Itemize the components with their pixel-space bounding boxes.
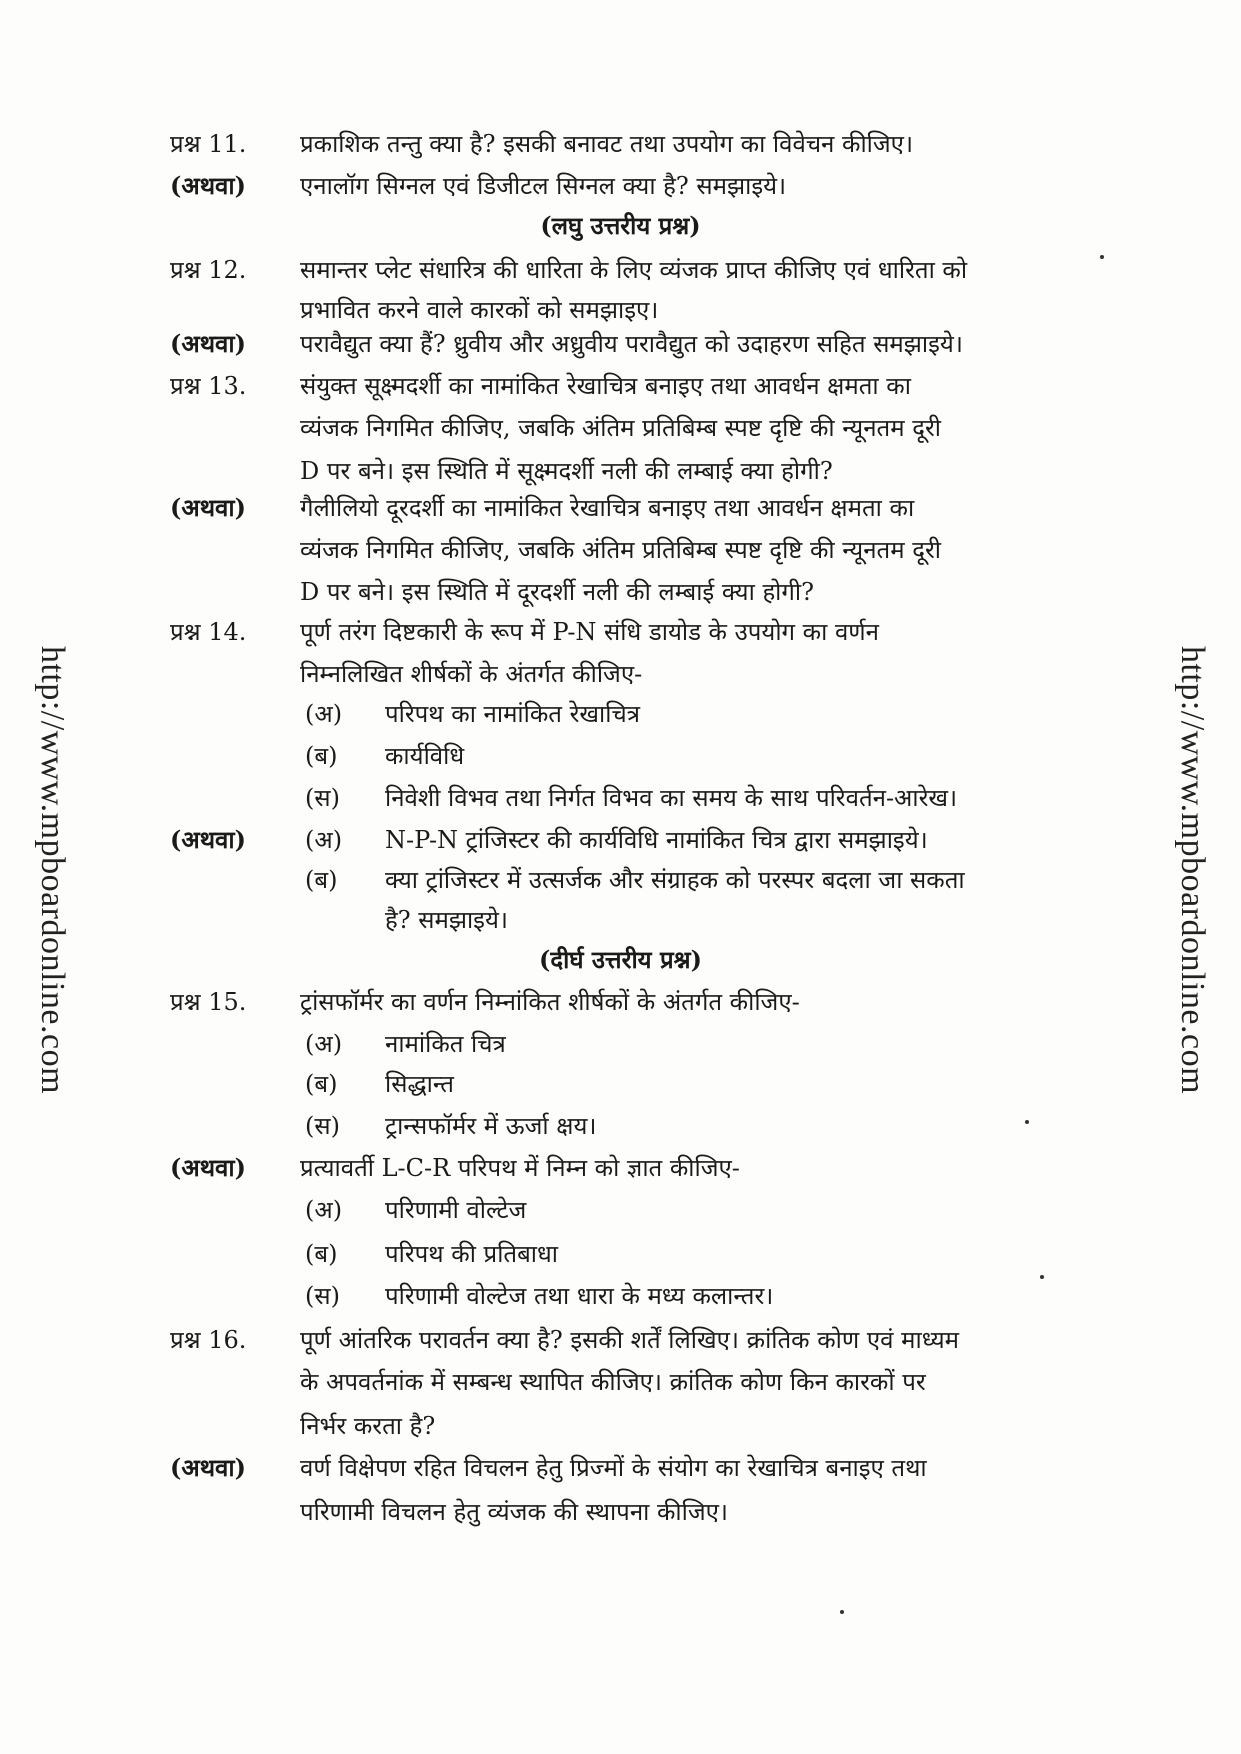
question-text: प्रत्यावर्ती L-C-R परिपथ में निम्न को ज्ञात कीजिए- [300, 1154, 740, 1182]
scan-speck [840, 1610, 844, 1614]
alternative-label: (अथवा) [170, 1153, 246, 1182]
question-number: प्रश्न 11. [170, 130, 247, 158]
sub-item-marker: (ब) [305, 1240, 338, 1268]
question-text: परिणामी वोल्टेज तथा धारा के मध्य कलान्तर। [385, 1282, 774, 1310]
question-text: परावैद्युत क्या हैं? ध्रुवीय और अध्रुवीय परावैद्युत को उदाहरण सहित समझाइये। [300, 330, 963, 358]
scan-speck [1040, 1275, 1044, 1279]
question-text: परिणामी विचलन हेतु व्यंजक की स्थापना कीजिए। [300, 1498, 729, 1526]
section-heading: (दीर्घ उत्तरीय प्रश्न) [539, 945, 702, 974]
question-text: निर्भर करता है? [300, 1412, 436, 1440]
question-text: परिपथ की प्रतिबाधा [385, 1240, 558, 1268]
question-text: सिद्धान्त [385, 1070, 454, 1098]
sub-item-marker: (स) [305, 784, 340, 812]
question-text: परिणामी वोल्टेज [385, 1196, 527, 1224]
question-text: समान्तर प्लेट संधारित्र की धारिता के लिए व्यंजक प्राप्त कीजिए एवं धारिता को [300, 256, 968, 284]
sub-item-marker: (अ) [305, 1030, 343, 1058]
question-number: प्रश्न 16. [170, 1326, 247, 1354]
question-text: व्यंजक निगमित कीजिए, जबकि अंतिम प्रतिबिम्ब स्पष्ट दृष्टि की न्यूनतम दूरी [300, 414, 941, 442]
sub-item-marker: (स) [305, 1112, 340, 1140]
question-text: प्रकाशिक तन्तु क्या है? इसकी बनावट तथा उपयोग का विवेचन कीजिए। [300, 130, 914, 158]
question-text: ट्रांसफॉर्मर का वर्णन निम्नांकित शीर्षकों के अंतर्गत कीजिए- [300, 988, 800, 1016]
section-heading: (लघु उत्तरीय प्रश्न) [540, 211, 701, 240]
question-text: D पर बने। इस स्थिति में दूरदर्शी नली की लम्बाई क्या होगी? [300, 578, 814, 606]
question-text: के अपवर्तनांक में सम्बन्ध स्थापित कीजिए। क्रांतिक कोण किन कारकों पर [300, 1368, 926, 1396]
question-text: निवेशी विभव तथा निर्गत विभव का समय के साथ परिवर्तन-आरेख। [385, 784, 958, 812]
question-text: व्यंजक निगमित कीजिए, जबकि अंतिम प्रतिबिम्ब स्पष्ट दृष्टि की न्यूनतम दूरी [300, 536, 941, 564]
alternative-label: (अथवा) [170, 825, 246, 854]
question-text: गैलीलियो दूरदर्शी का नामांकित रेखाचित्र बनाइए तथा आवर्धन क्षमता का [300, 494, 915, 522]
question-text: परिपथ का नामांकित रेखाचित्र [385, 700, 640, 728]
question-text: प्रभावित करने वाले कारकों को समझाइए। [300, 296, 659, 324]
question-text: पूर्ण आंतरिक परावर्तन क्या है? इसकी शर्तें लिखिए। क्रांतिक कोण एवं माध्यम [300, 1326, 959, 1354]
question-text: पूर्ण तरंग दिष्टकारी के रूप में P-N संधि डायोड के उपयोग का वर्णन [300, 618, 879, 646]
sub-item-marker: (अ) [305, 826, 343, 854]
question-text: है? समझाइये। [385, 906, 508, 934]
question-number: प्रश्न 12. [170, 256, 247, 284]
scan-speck [1100, 255, 1104, 259]
alternative-label: (अथवा) [170, 329, 246, 358]
alternative-label: (अथवा) [170, 1453, 246, 1482]
sub-item-marker: (स) [305, 1282, 340, 1310]
question-text: N-P-N ट्रांजिस्टर की कार्यविधि नामांकित चित्र द्वारा समझाइये। [385, 826, 928, 854]
question-text: निम्नलिखित शीर्षकों के अंतर्गत कीजिए- [300, 660, 643, 688]
question-text: एनालॉग सिग्नल एवं डिजीटल सिग्नल क्या है? समझाइये। [300, 172, 787, 200]
question-text: संयुक्त सूक्ष्मदर्शी का नामांकित रेखाचित्र बनाइए तथा आवर्धन क्षमता का [300, 372, 911, 400]
sub-item-marker: (ब) [305, 1070, 338, 1098]
scan-speck [1025, 1120, 1029, 1124]
question-text: वर्ण विक्षेपण रहित विचलन हेतु प्रिज्मों के संयोग का रेखाचित्र बनाइए तथा [300, 1454, 927, 1482]
sub-item-marker: (ब) [305, 866, 338, 894]
question-number: प्रश्न 14. [170, 618, 247, 646]
watermark-right: http://www.mpboardonline.com [1174, 645, 1211, 1095]
sub-item-marker: (अ) [305, 1196, 343, 1224]
question-text: कार्यविधि [385, 742, 465, 770]
question-text: क्या ट्रांजिस्टर में उत्सर्जक और संग्राहक को परस्पर बदला जा सकता [385, 866, 965, 894]
question-text: नामांकित चित्र [385, 1030, 506, 1058]
alternative-label: (अथवा) [170, 171, 246, 200]
sub-item-marker: (अ) [305, 700, 343, 728]
question-number: प्रश्न 15. [170, 988, 247, 1016]
question-number: प्रश्न 13. [170, 372, 247, 400]
watermark-left: http://www.mpboardonline.com [34, 645, 71, 1095]
question-text: ट्रान्सफॉर्मर में ऊर्जा क्षय। [385, 1112, 597, 1140]
question-text: D पर बने। इस स्थिति में सूक्ष्मदर्शी नली की लम्बाई क्या होगी? [300, 457, 833, 485]
sub-item-marker: (ब) [305, 742, 338, 770]
alternative-label: (अथवा) [170, 493, 246, 522]
